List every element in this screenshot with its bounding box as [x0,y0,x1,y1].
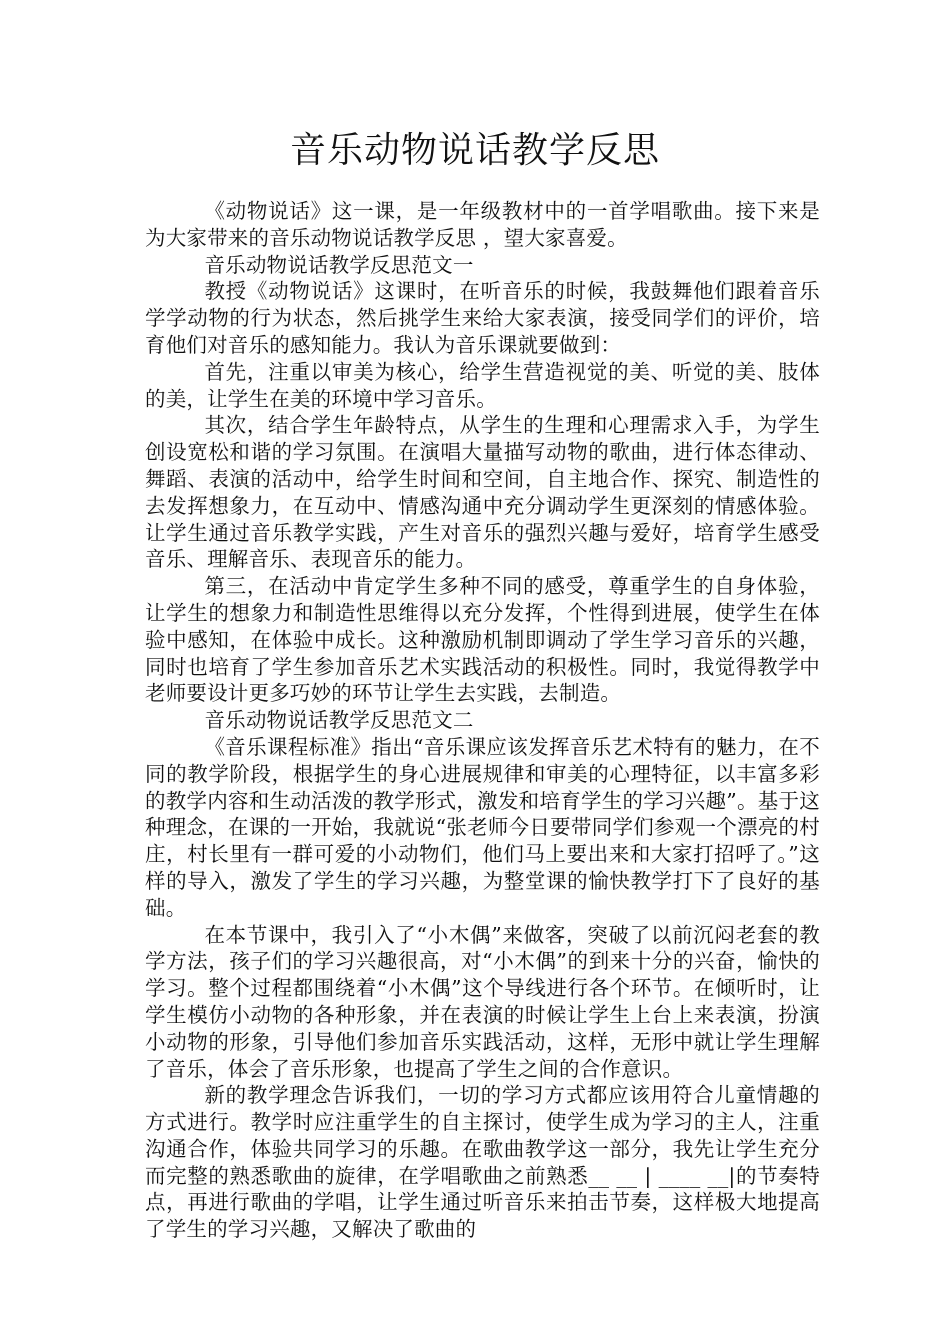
rhythm-blanks: __ __ | ____ __| [588,1163,736,1188]
last-paragraph [145,1082,820,1243]
last-paragraph-text-after: 的节奏特点，再进行歌曲的学唱，让学生通过听音乐来拍击节奏，这样极大地提高了学生的学习兴趣，又解决了歌曲的 [145,1163,820,1242]
body-paragraph: 在本节课中，我引入了“小木偶”来做客，突破了以前沉闷老套的教学方法，孩子们的学习兴趣很高，对“小木偶”的到来十分的兴奋，愉快的学习。整个过程都围绕着“小木偶”这个导线进行各个环节。在倾听时，让学生模仿小动物的各种形象，并在表演的时候让学生上台上来表演，扮演小动物的形象，引导他们参加音乐实践活动，这样，无形中就让学生理解了音乐，体会了音乐形象，也提高了学生之间的合作意识。 [145,922,820,1081]
last-paragraph-text-before: 新的教学理念告诉我们，一切的学习方式都应该用符合儿童情趣的方式进行。教学时应注重学生的自主探讨，使学生成为学习的主人，注重沟通合作，体验共同学习的乐趣。在歌曲教学这一部分，我先让学生充分而完整的熟悉歌曲的旋律，在学唱歌曲之前熟悉 [145,1083,820,1188]
section-heading-two: 音乐动物说话教学反思范文二 [204,708,474,733]
section-heading-one: 音乐动物说话教学反思范文一 [204,252,474,277]
document-body [145,198,820,1243]
body-paragraph: 《音乐课程标准》指出“音乐课应该发挥音乐艺术特有的魅力，在不同的教学阶段，根据学生的身心进展规律和审美的心理特征，以丰富多彩的教学内容和生动活泼的教学形式，激发和培育学生的学习兴趣”。基于这种理念，在课的一开始，我就说“张老师今日要带同学们参观一个漂亮的村庄，村长里有一群可爱的小动物们，他们马上要出来和大家打招呼了。”这样的导入，激发了学生的学习兴趣，为整堂课的愉快教学打下了良好的基础。 [145,734,820,920]
body-paragraph: 第三，在活动中肯定学生多种不同的感受，尊重学生的自身体验，让学生的想象力和制造性思维得以充分发挥，个性得到进展，使学生在体验中感知，在体验中成长。这种激励机制即调动了学生学习音乐的兴趣，同时也培育了学生参加音乐艺术实践活动的积极性。同时，我觉得教学中老师要设计更多巧妙的环节让学生去实践，去制造。 [145,574,820,706]
body-paragraph: 其次，结合学生年龄特点，从学生的生理和心理需求入手，为学生创设宽松和谐的学习氛围。在演唱大量描写动物的歌曲，进行体态律动、舞蹈、表演的活动中，给学生时间和空间，自主地合作、探究、制造性的去发挥想象力，在互动中、情感沟通中充分调动学生更深刻的情感体验。让学生通过音乐教学实践，产生对音乐的强烈兴趣与爱好，培育学生感受音乐、理解音乐、表现音乐的能力。 [145,413,820,572]
document-title: 音乐动物说话教学反思 [289,130,660,171]
body-paragraph: 首先，注重以审美为核心，给学生营造视觉的美、听觉的美、肢体的美，让学生在美的环境中学习音乐。 [145,359,820,411]
intro-paragraph: 《动物说话》这一课，是一年级教材中的一首学唱歌曲。接下来是为大家带来的音乐动物说话教学反思 ，望大家喜爱。 [145,199,820,250]
body-paragraph: 教授《动物说话》这课时，在听音乐的时候，我鼓舞他们跟着音乐学学动物的行为状态，然后挑学生来给大家表演，接受同学们的评价，培育他们对音乐的感知能力。我认为音乐课就要做到： [145,279,820,357]
